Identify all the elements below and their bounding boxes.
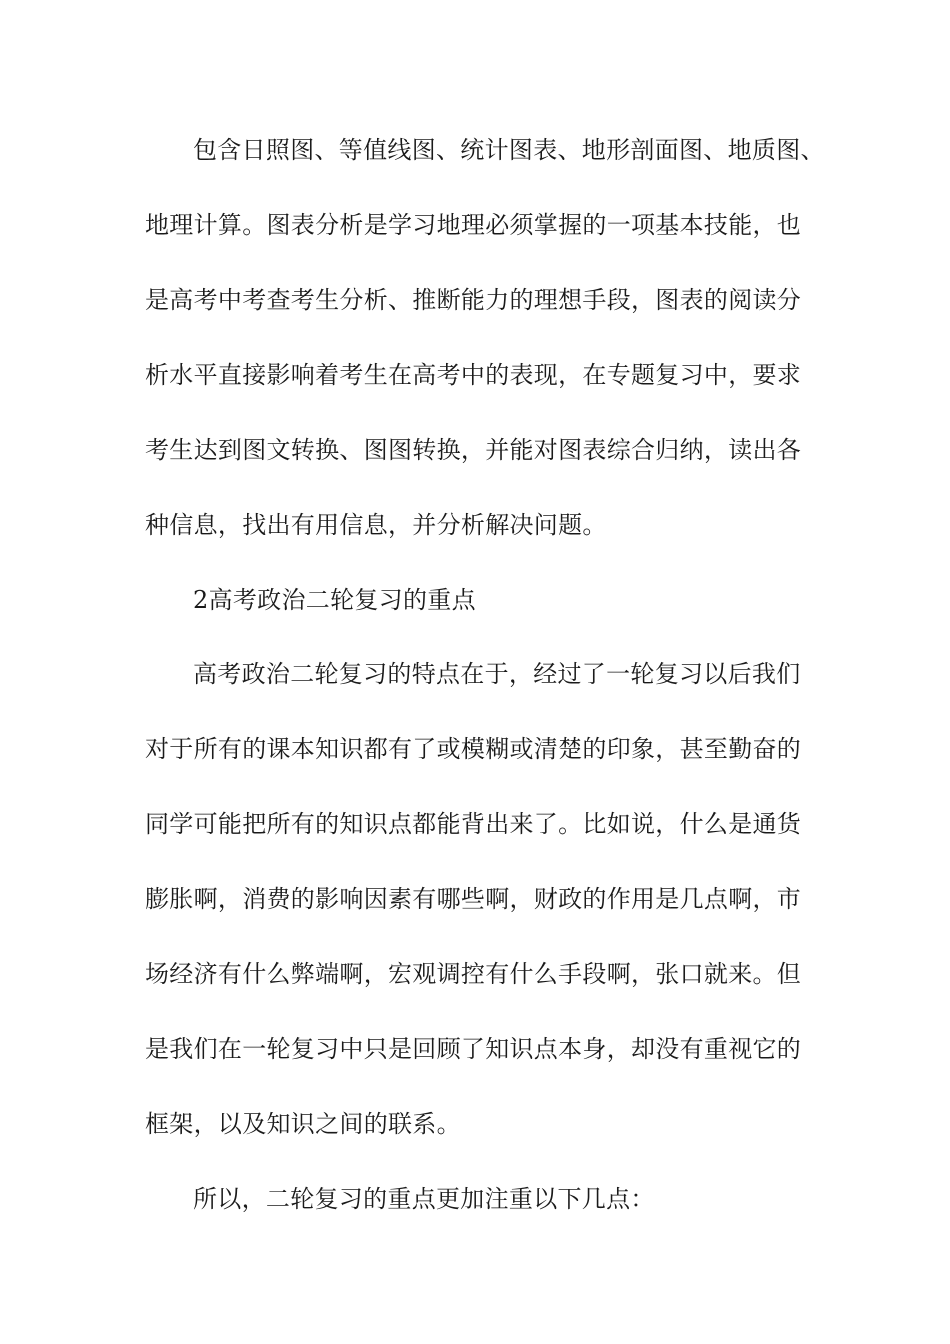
text-line: 地理计算。图表分析是学习地理必须掌握的一项基本技能，也 [145, 211, 802, 239]
text-line: 高考政治二轮复习的特点在于，经过了一轮复习以后我们 [193, 660, 801, 688]
text-line: 对于所有的课本知识都有了或模糊或清楚的印象，甚至勤奋的 [145, 735, 802, 763]
text-line: 框架，以及知识之间的联系。 [145, 1110, 461, 1138]
text-line: 同学可能把所有的知识点都能背出来了。比如说，什么是通货 [145, 810, 802, 838]
text-line: 包含日照图、等值线图、统计图表、地形剖面图、地质图、 [193, 136, 825, 164]
text-line: 考生达到图文转换、图图转换，并能对图表综合归纳，读出各 [145, 436, 802, 464]
text-line: 种信息，找出有用信息，并分析解决问题。 [145, 511, 607, 539]
text-line: 场经济有什么弊端啊，宏观调控有什么手段啊，张口就来。但 [145, 960, 802, 988]
text-line: 是高考中考查考生分析、推断能力的理想手段，图表的阅读分 [145, 286, 802, 314]
text-line: 所以，二轮复习的重点更加注重以下几点： [193, 1185, 655, 1213]
text-line: 膨胀啊，消费的影响因素有哪些啊，财政的作用是几点啊，市 [145, 885, 802, 913]
section-heading: 2高考政治二轮复习的重点 [193, 586, 476, 614]
text-line: 是我们在一轮复习中只是回顾了知识点本身，却没有重视它的 [145, 1035, 802, 1063]
text-line: 析水平直接影响着考生在高考中的表现，在专题复习中，要求 [145, 361, 802, 389]
